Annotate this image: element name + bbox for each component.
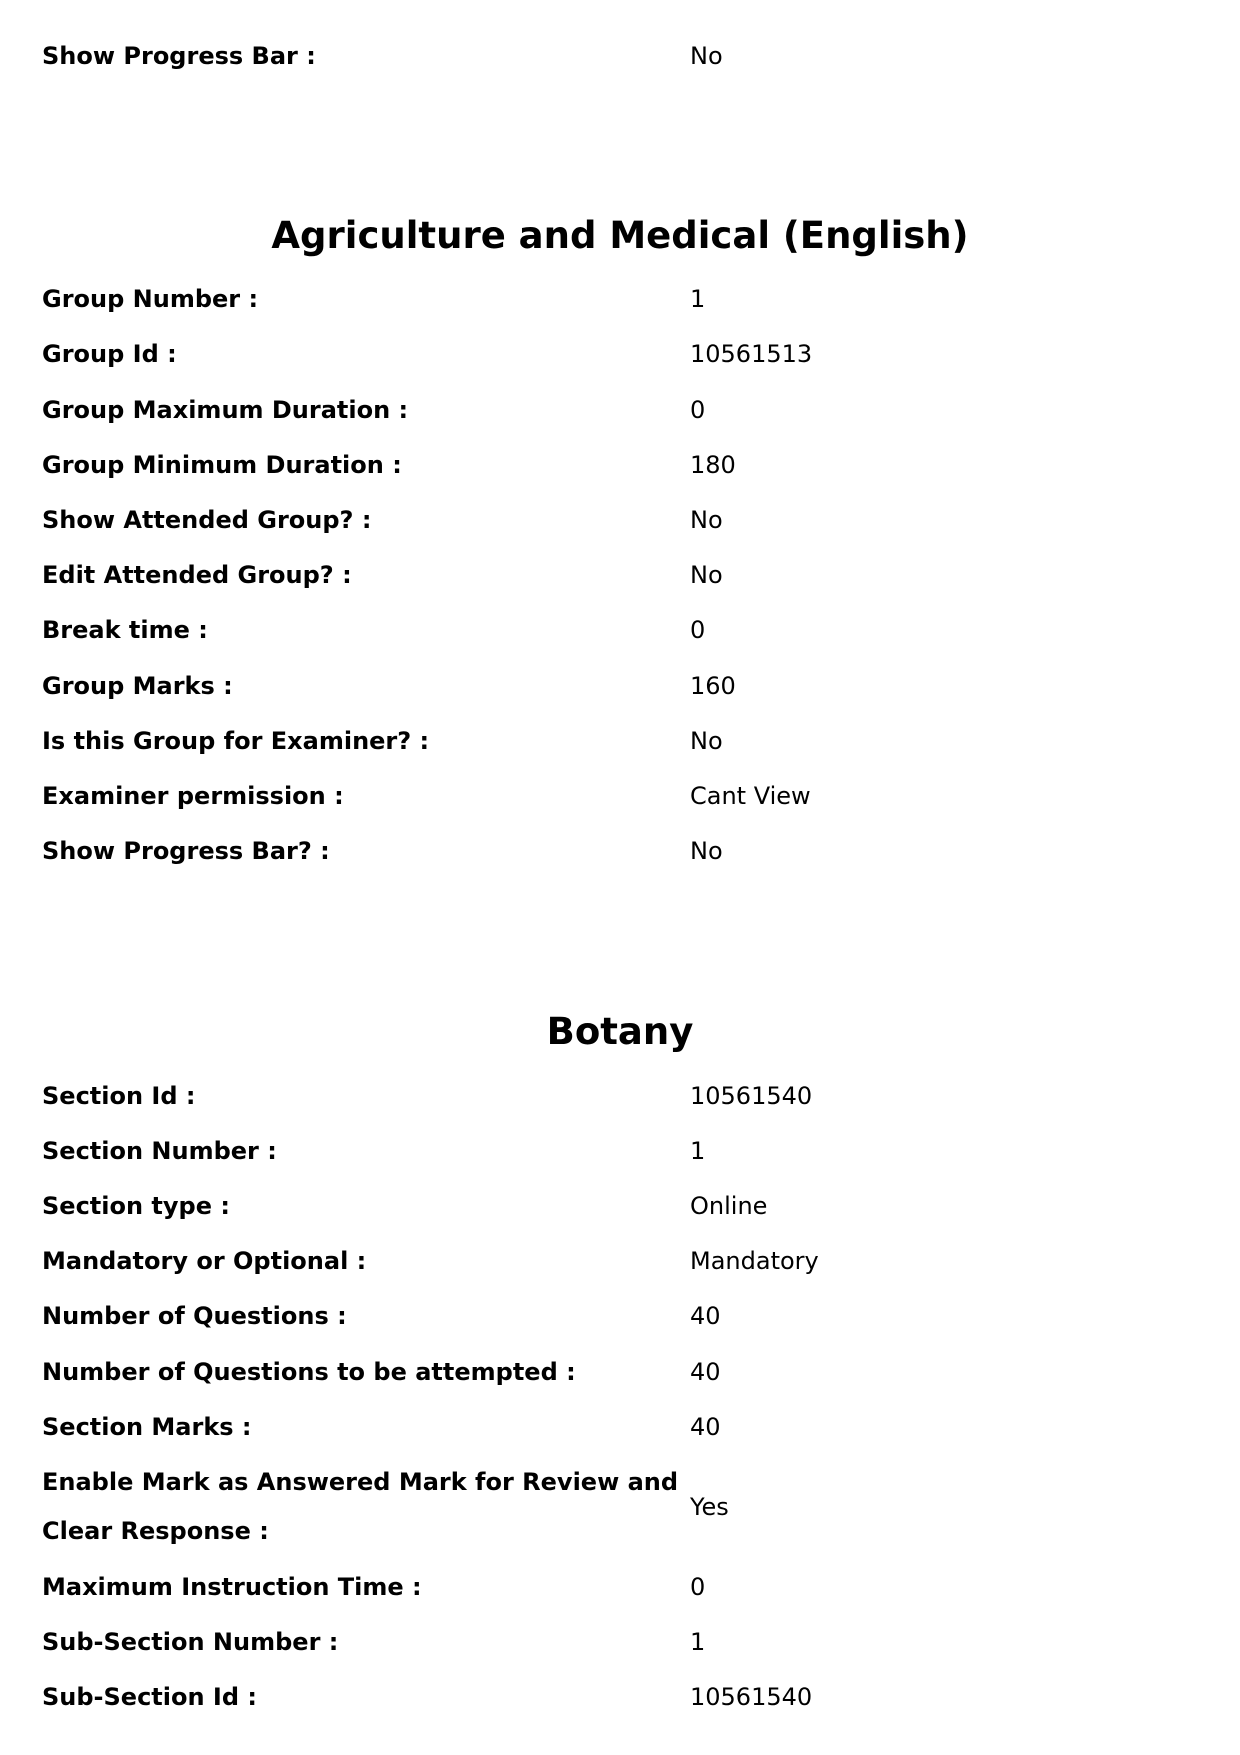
field-edit-attended-group [42, 551, 1192, 600]
field-value: 0 [690, 616, 706, 644]
field-label: Sub-Section Number : [42, 1628, 339, 1656]
field-value: No [690, 561, 723, 589]
field-value: 1 [690, 1137, 706, 1165]
field-label-line2: Clear Response : [42, 1517, 269, 1545]
field-label: Show Progress Bar : [42, 42, 316, 70]
field-group-marks [42, 662, 1192, 711]
field-label-line1: Enable Mark as Answered Mark for Review and [42, 1468, 679, 1496]
section-title: Botany [546, 1010, 694, 1053]
field-max-instruction-time [42, 1563, 1192, 1612]
field-value: 10561540 [690, 1683, 813, 1711]
field-value: Yes [690, 1492, 729, 1521]
field-label: Number of Questions to be attempted : [42, 1358, 576, 1386]
field-label: Maximum Instruction Time : [42, 1573, 422, 1601]
group-title: Agriculture and Medical (English) [271, 214, 969, 257]
field-label: Show Attended Group? : [42, 506, 372, 534]
field-show-progress-bar-group [42, 827, 1192, 876]
field-examiner-permission [42, 772, 1192, 821]
field-label: Group Id : [42, 340, 177, 368]
field-sub-section-id [42, 1673, 1192, 1722]
field-group-min-duration [42, 441, 1192, 490]
field-enable-mark-answered [42, 1458, 1192, 1556]
field-label: Show Progress Bar? : [42, 837, 330, 865]
field-value: No [690, 506, 723, 534]
field-group-number [42, 275, 1192, 324]
field-label: Is this Group for Examiner? : [42, 727, 430, 755]
field-group-for-examiner [42, 717, 1192, 766]
field-value: 1 [690, 1628, 706, 1656]
field-value: 10561540 [690, 1082, 813, 1110]
field-value: 1 [690, 285, 706, 313]
field-label: Sub-Section Id : [42, 1683, 257, 1711]
field-label: Section Id : [42, 1082, 196, 1110]
field-value: 40 [690, 1358, 721, 1386]
field-value: Mandatory [690, 1247, 819, 1275]
field-label: Edit Attended Group? : [42, 561, 352, 589]
field-label: Section Marks : [42, 1413, 252, 1441]
field-section-marks [42, 1403, 1192, 1452]
field-number-of-questions [42, 1292, 1192, 1341]
field-value: No [690, 727, 723, 755]
field-label [42, 1458, 690, 1556]
field-label: Group Marks : [42, 672, 233, 700]
field-section-type [42, 1182, 1192, 1231]
field-value: Cant View [690, 782, 811, 810]
field-label: Mandatory or Optional : [42, 1247, 367, 1275]
field-show-progress-bar [42, 32, 1192, 81]
field-value: 40 [690, 1302, 721, 1330]
field-show-attended-group [42, 496, 1192, 545]
field-label: Group Number : [42, 285, 259, 313]
field-label: Break time : [42, 616, 208, 644]
field-section-number [42, 1127, 1192, 1176]
field-break-time [42, 606, 1192, 655]
field-label: Section Number : [42, 1137, 277, 1165]
field-value: 0 [690, 396, 706, 424]
field-label: Group Maximum Duration : [42, 396, 409, 424]
field-value: No [690, 837, 723, 865]
field-value: No [690, 42, 723, 70]
field-value: Online [690, 1192, 768, 1220]
field-group-id [42, 330, 1192, 379]
field-value: 160 [690, 672, 736, 700]
field-value: 10561513 [690, 340, 813, 368]
field-label: Group Minimum Duration : [42, 451, 402, 479]
field-label: Examiner permission : [42, 782, 344, 810]
field-group-max-duration [42, 386, 1192, 435]
field-label: Section type : [42, 1192, 230, 1220]
field-value: 180 [690, 451, 736, 479]
field-sub-section-number [42, 1618, 1192, 1667]
field-label: Number of Questions : [42, 1302, 347, 1330]
field-value: 40 [690, 1413, 721, 1441]
field-questions-to-attempt [42, 1348, 1192, 1397]
field-mandatory-optional [42, 1237, 1192, 1286]
field-value: 0 [690, 1573, 706, 1601]
field-section-id [42, 1072, 1192, 1121]
